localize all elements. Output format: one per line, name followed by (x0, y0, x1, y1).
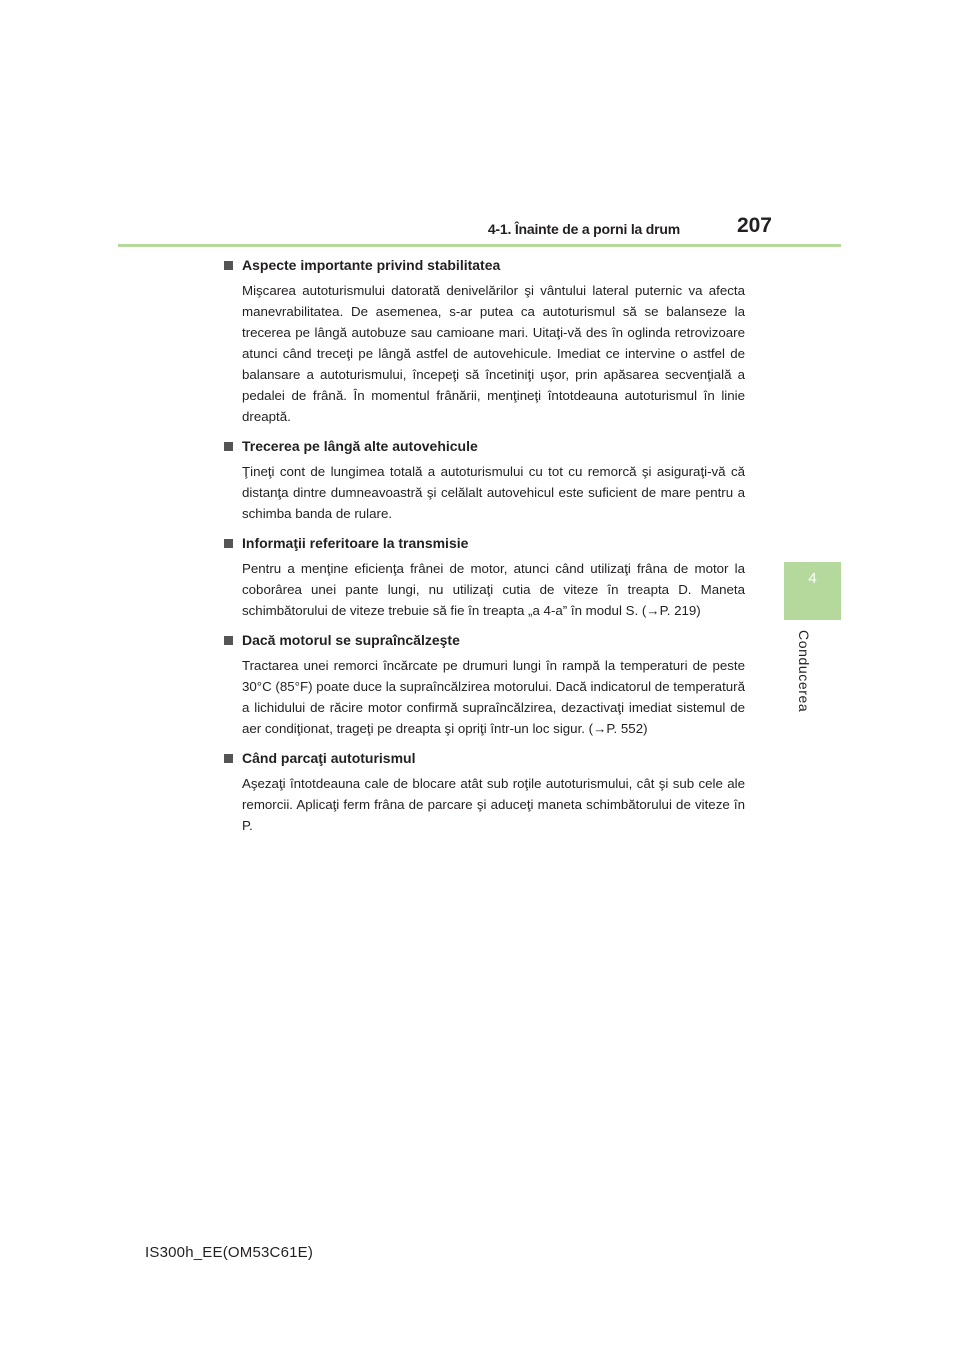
square-bullet-icon (224, 636, 233, 645)
square-bullet-icon (224, 442, 233, 451)
section-body: Mişcarea autoturismului datorată denivelărilor şi vântului lateral puternic va afecta manevrabilitatea. De asemenea, s-ar putea ca autoturismul să se balanseze la trecerea pe lângă autobuze sau camioane mari. Uitaţi-vă des în oglinda retrovizoare atunci când treceţi pe lângă astfel de autovehicule. Imediat ce intervine o astfel de balansare a autoturismului, începeţi să încetiniţi uşor, prin apăsarea secvenţială a pedalei de frână. În momentul frânării, menţineţi întotdeauna autoturismul în linie dreaptă. (242, 283, 745, 424)
page-number: 207 (736, 214, 772, 237)
section-overheating (224, 629, 745, 739)
section-body: Pentru a menţine eficienţa frânei de motor, atunci când utilizaţi frâna de motor la coborârea unei pante lungi, nu utilizaţi cutia de viteze în treapta D. Maneta schimbătorului de viteze trebuie să fie în treapta „a 4-a” în modul S. (→P. 219) (242, 561, 745, 618)
model-code: IS300h_EE(OM53C61E) (145, 1244, 314, 1261)
chapter-number: 4 (808, 570, 817, 587)
section-body: Tractarea unei remorci încărcate pe drumuri lungi în rampă la temperaturi de peste 30°C (85°F) poate duce la supraîncălzirea motorului. Dacă indicatorul de temperatură a lichidului de răcire motor confirmă supraîncălzirea, dezactivaţi imediat sistemul de aer condiţionat, trageţi pe dreapta şi opriţi într-un loc sigur. (→P. 552) (242, 658, 745, 736)
section-heading: Aspecte importante privind stabilitatea (242, 257, 501, 273)
page-content (224, 254, 745, 844)
square-bullet-icon (224, 261, 233, 270)
header-divider (118, 244, 841, 247)
square-bullet-icon (224, 539, 233, 548)
section-parking (224, 747, 745, 836)
section-title: 4-1. Înainte de a porni la drum (487, 221, 680, 237)
section-body: Aşezaţi întotdeauna cale de blocare atât sub roţile autoturismului, cât şi sub cele ale remorcii. Aplicaţi ferm frâna de parcare şi aduceţi maneta schimbătorului de viteze în P. (242, 776, 745, 833)
section-transmission (224, 532, 745, 621)
chapter-tab (784, 562, 841, 620)
section-heading: Informaţii referitoare la transmisie (242, 535, 469, 551)
chapter-label: Conducerea (796, 630, 812, 713)
section-passing (224, 435, 745, 524)
section-stability (224, 254, 745, 427)
section-heading: Dacă motorul se supraîncălzeşte (242, 632, 460, 648)
section-heading: Când parcaţi autoturismul (242, 750, 416, 766)
section-body: Ţineţi cont de lungimea totală a autoturismului cu tot cu remorcă şi asiguraţi-vă că distanţa dintre dumneavoastră şi celălalt autovehicul este suficient de mare pentru a schimba banda de rulare. (242, 464, 745, 521)
square-bullet-icon (224, 754, 233, 763)
section-heading: Trecerea pe lângă alte autovehicule (242, 438, 478, 454)
